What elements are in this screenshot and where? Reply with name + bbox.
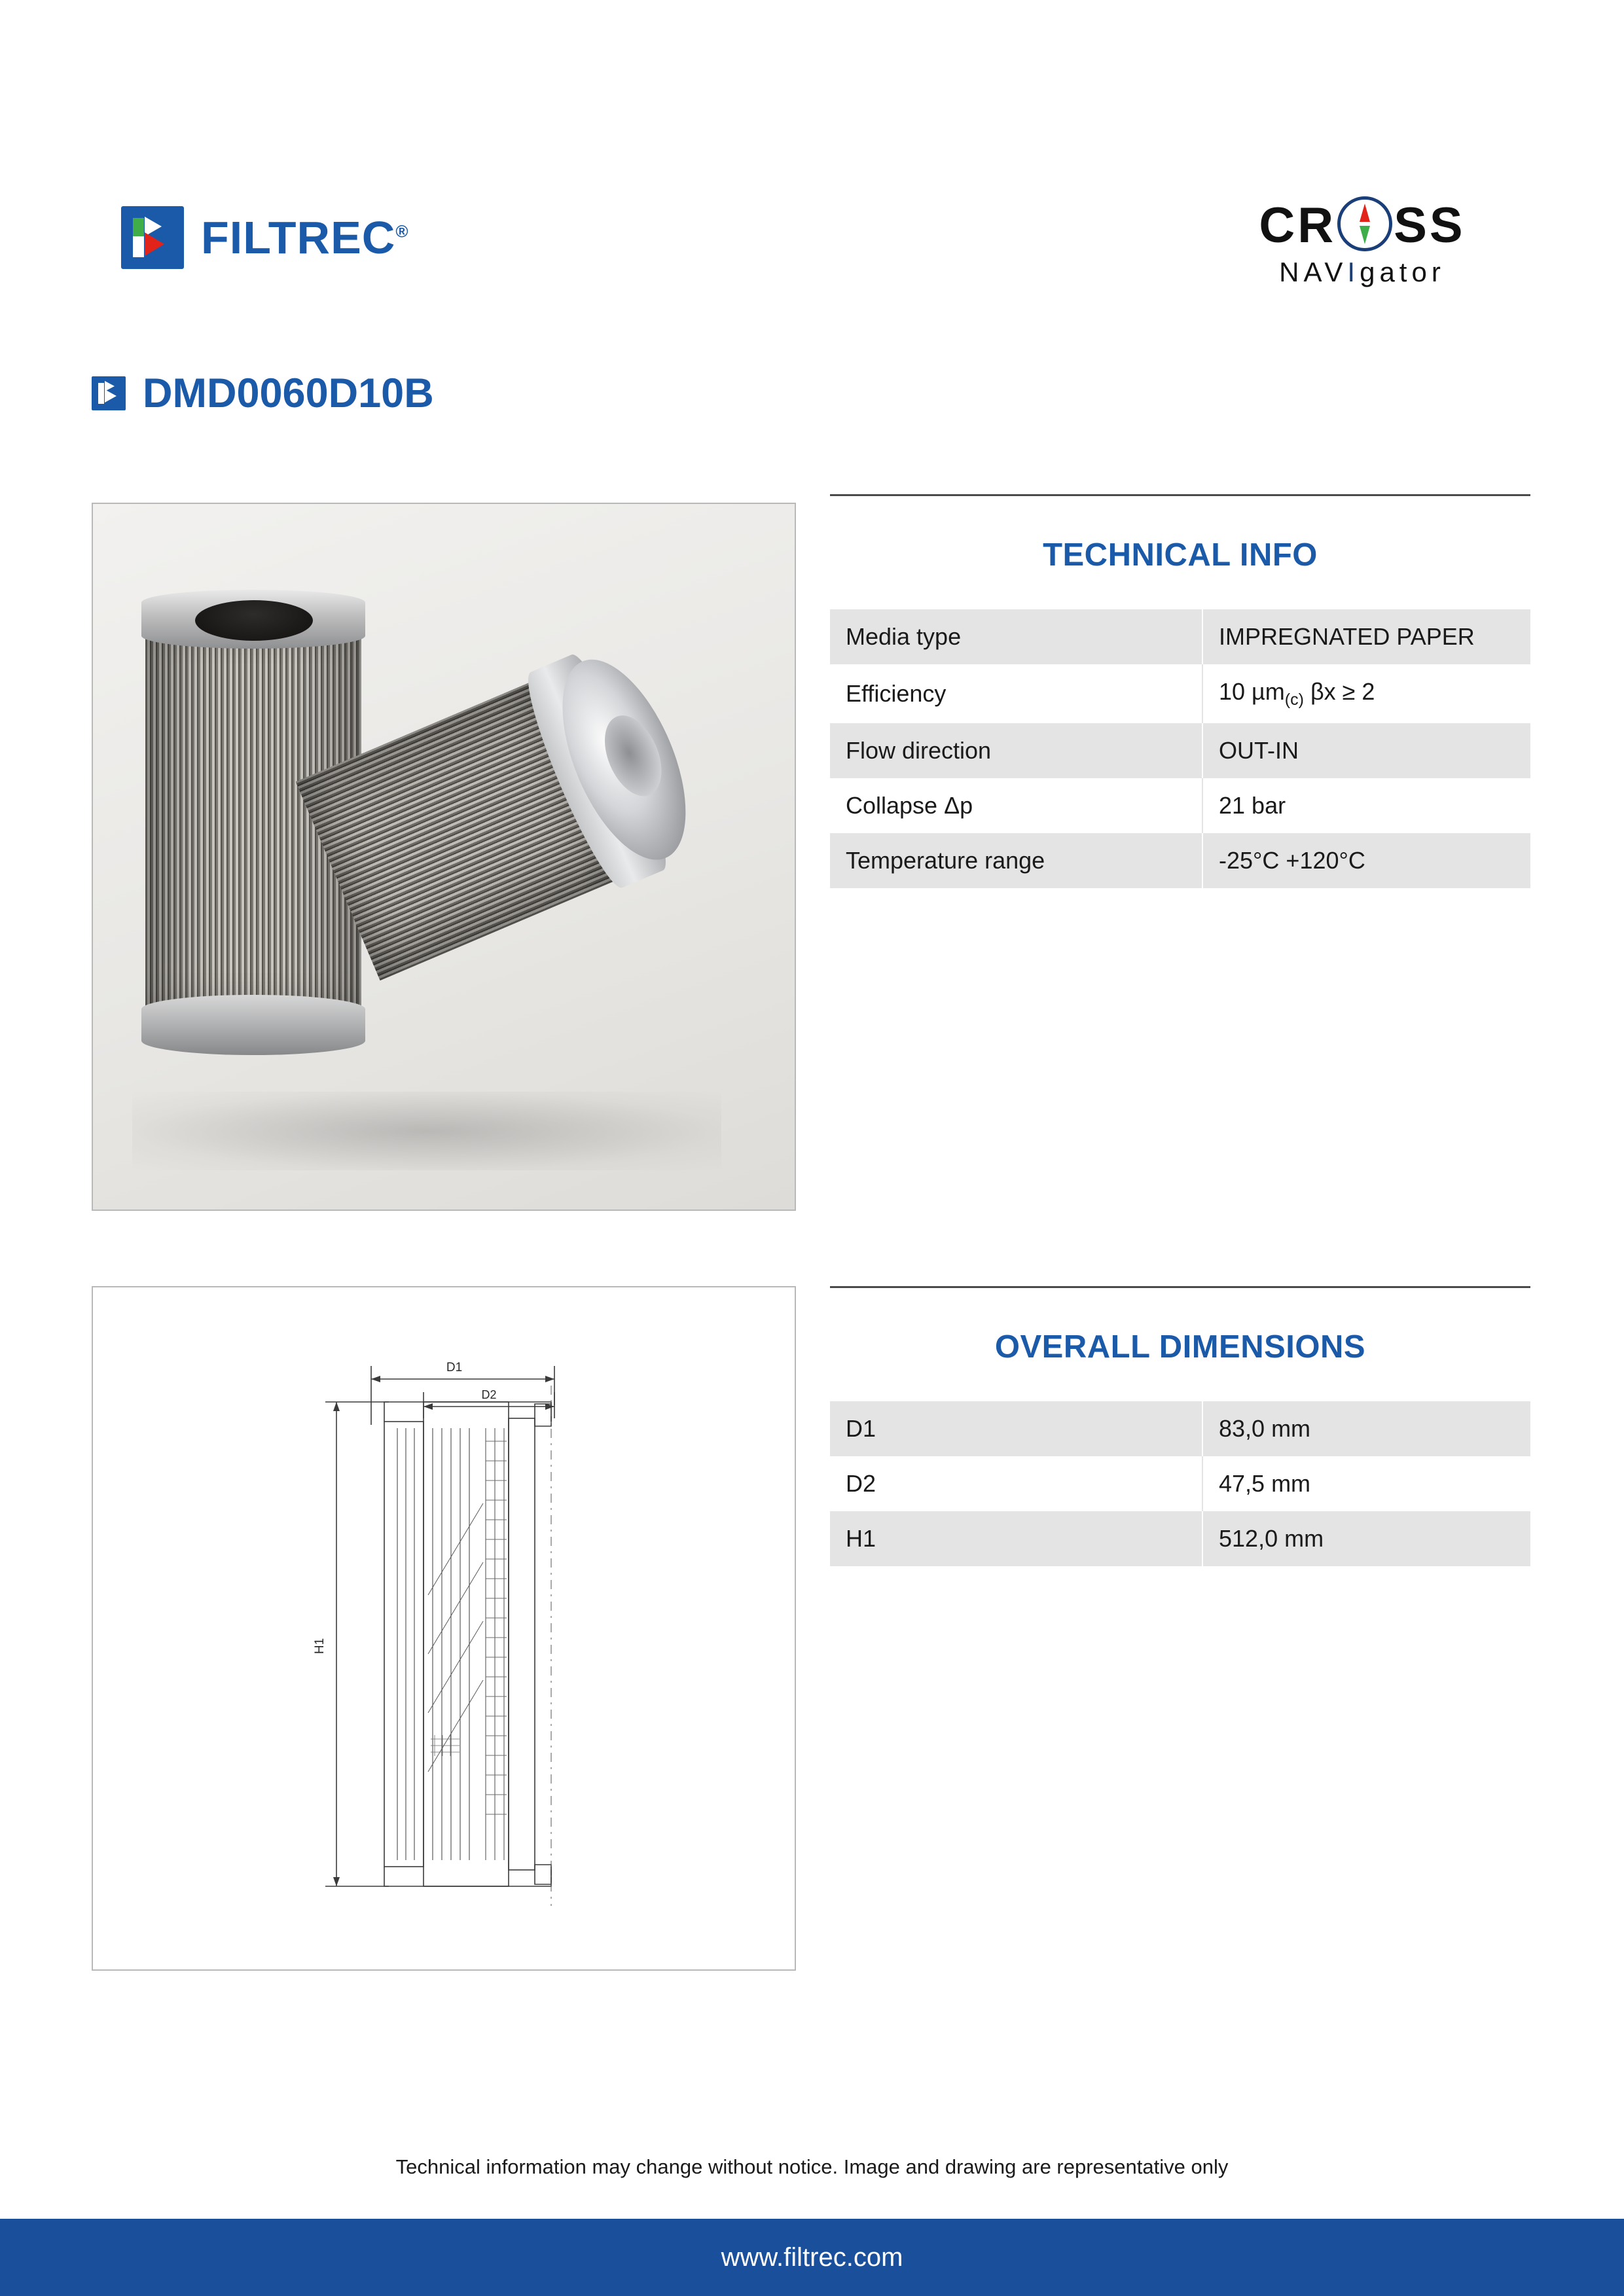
table-row (830, 833, 1530, 888)
row-value: 512,0 mm (1202, 1511, 1530, 1566)
overall-dimensions-heading: OVERALL DIMENSIONS (994, 1329, 1366, 1365)
table-row (830, 664, 1530, 723)
technical-info-section (830, 494, 1530, 888)
photo-shadow (132, 1092, 721, 1170)
page-title: DMD0060D10B (143, 370, 434, 416)
section-divider (830, 494, 1530, 496)
technical-info-heading: TECHNICAL INFO (1043, 537, 1318, 573)
brand-name (201, 211, 409, 264)
filtrec-small-icon (92, 376, 126, 410)
disclaimer-text: Technical information may change without notice. Image and drawing are representative only (395, 2155, 1229, 2178)
row-value: 21 bar (1202, 778, 1530, 833)
row-key: D1 (830, 1401, 1202, 1456)
row-value: IMPREGNATED PAPER (1202, 609, 1530, 664)
row-value: 47,5 mm (1202, 1456, 1530, 1511)
website-link[interactable]: www.filtrec.com (721, 2242, 903, 2272)
registered-mark: ® (395, 221, 409, 242)
cross-word-part2: SS (1394, 198, 1466, 253)
row-value (1202, 664, 1530, 723)
nav-word-part2: gator (1360, 257, 1445, 287)
row-value: -25°C +120°C (1202, 833, 1530, 888)
cross-word (1259, 196, 1465, 251)
product-photo (92, 503, 796, 1211)
overall-dimensions-section (830, 1286, 1530, 1566)
row-key: Temperature range (830, 833, 1202, 888)
filtrec-logo (121, 206, 409, 269)
technical-info-table (830, 609, 1530, 888)
navigator-word (1225, 257, 1500, 288)
cross-word-part1: CR (1259, 198, 1337, 253)
page-header (0, 98, 1624, 287)
row-value: OUT-IN (1202, 723, 1530, 778)
drawing-label-h1: H1 (313, 1638, 327, 1655)
drawing-label-d2: D2 (481, 1388, 497, 1401)
efficiency-post: βx ≥ 2 (1303, 678, 1375, 705)
row-key: Collapse Δp (830, 778, 1202, 833)
table-row (830, 778, 1530, 833)
row-key: Flow direction (830, 723, 1202, 778)
technical-drawing (92, 1286, 796, 1971)
page-title-row (92, 370, 434, 417)
table-row (830, 1511, 1530, 1566)
efficiency-pre: 10 µm (1219, 678, 1285, 705)
row-value: 83,0 mm (1202, 1401, 1530, 1456)
row-key: Efficiency (830, 664, 1202, 723)
efficiency-sub: (c) (1284, 691, 1304, 709)
table-row (830, 723, 1530, 778)
table-row (830, 609, 1530, 664)
nav-word-part1: NAV (1279, 257, 1348, 287)
overall-dimensions-table (830, 1401, 1530, 1566)
row-key: H1 (830, 1511, 1202, 1566)
table-row (830, 1456, 1530, 1511)
table-row (830, 1401, 1530, 1456)
section-divider (830, 1286, 1530, 1288)
drawing-label-d1: D1 (446, 1361, 463, 1374)
filtrec-mark-icon (121, 206, 184, 269)
row-key: D2 (830, 1456, 1202, 1511)
row-key: Media type (830, 609, 1202, 664)
cross-navigator-logo (1225, 196, 1500, 288)
drawing-svg (93, 1287, 795, 1969)
footer-bar (0, 2219, 1624, 2296)
compass-icon (1337, 196, 1392, 251)
brand-name-text: FILTREC (201, 212, 396, 263)
nav-word-i: I (1347, 257, 1360, 287)
